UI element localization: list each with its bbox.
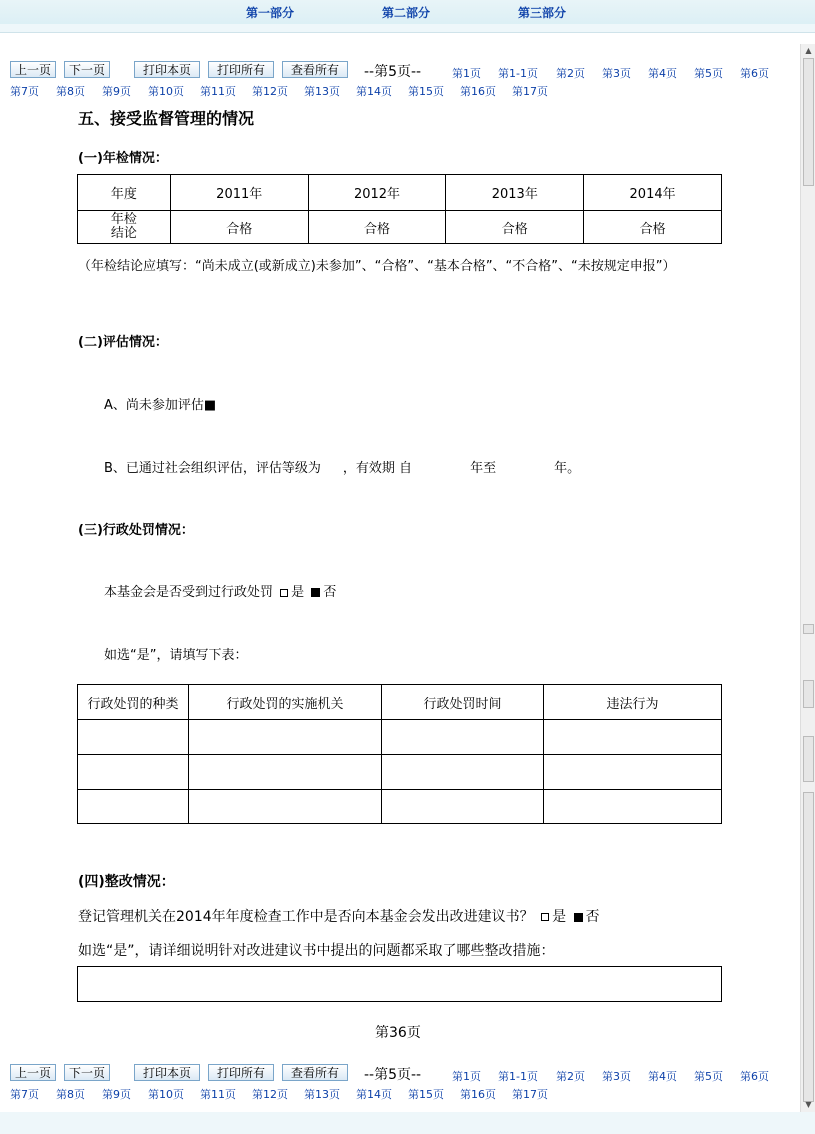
eval-b-text: ，有效期 自 [342, 461, 413, 476]
subsection-evaluation: (二)评估情况： [78, 335, 168, 350]
checkbox-filled-icon [574, 913, 583, 922]
page-link[interactable]: 第9页 [102, 85, 131, 98]
page-link[interactable]: 第2页 [556, 67, 585, 80]
page-link[interactable]: 第16页 [460, 1088, 496, 1101]
rectify-question [78, 906, 600, 926]
section-link-2[interactable]: 第二部分 [382, 6, 431, 20]
option-no: 否 [323, 585, 337, 600]
page-link[interactable]: 第14页 [356, 85, 392, 98]
bottom-band [0, 1112, 815, 1134]
penalty-if-yes: 如选“是”，请填写下表： [104, 648, 248, 663]
page-link[interactable]: 第7页 [10, 85, 39, 98]
page-link[interactable]: 第15页 [408, 85, 444, 98]
page-link[interactable]: 第15页 [408, 1088, 444, 1101]
page-link[interactable]: 第5页 [694, 67, 723, 80]
option-yes: 是 [291, 585, 305, 600]
page-link[interactable]: 第1-1页 [498, 1070, 538, 1083]
row-label-line: 结论 [110, 226, 137, 241]
page-link[interactable]: 第12页 [252, 1088, 288, 1101]
scroll-down-arrow-icon[interactable]: ▼ [805, 1100, 812, 1109]
annual-inspection-table [77, 174, 722, 244]
page-link[interactable]: 第1-1页 [498, 67, 538, 80]
page-link[interactable]: 第10页 [148, 1088, 184, 1101]
page-link[interactable]: 第6页 [740, 1070, 769, 1083]
page-number: 第36页 [375, 1025, 421, 1041]
table-header-cell: 2014年 [584, 175, 722, 211]
page-nav-top [0, 60, 800, 100]
section-link-3[interactable]: 第三部分 [518, 6, 567, 20]
page-link[interactable]: 第3页 [602, 67, 631, 80]
print-all-button[interactable]: 打印所有 [208, 1064, 274, 1081]
table-row [78, 720, 722, 755]
page-link[interactable]: 第2页 [556, 1070, 585, 1083]
page-link[interactable]: 第1页 [452, 1070, 481, 1083]
checkbox-empty-icon [280, 589, 288, 597]
page-link[interactable]: 第7页 [10, 1088, 39, 1101]
next-page-button[interactable]: 下一页 [64, 61, 110, 78]
print-page-button[interactable]: 打印本页 [134, 1064, 200, 1081]
evaluation-option-b [104, 457, 580, 476]
table-header-cell: 2011年 [170, 175, 308, 211]
page-link[interactable]: 第12页 [252, 85, 288, 98]
table-header-cell: 行政处罚时间 [382, 685, 544, 720]
table-header-cell: 违法行为 [544, 685, 722, 720]
page-link[interactable]: 第11页 [200, 85, 236, 98]
top-bar-strip [0, 24, 815, 32]
prev-page-button[interactable]: 上一页 [10, 61, 56, 78]
page-link[interactable]: 第10页 [148, 85, 184, 98]
page-link[interactable]: 第17页 [512, 85, 548, 98]
table-header-cell: 2013年 [446, 175, 584, 211]
vertical-scrollbar[interactable] [800, 44, 815, 1112]
top-section-bar [0, 0, 815, 33]
page-link[interactable]: 第9页 [102, 1088, 131, 1101]
subsection-penalty: (三)行政处罚情况： [78, 523, 194, 538]
table-cell: 合格 [170, 211, 308, 244]
penalty-question-text: 本基金会是否受到过行政处罚 [104, 585, 274, 600]
page-link[interactable]: 第17页 [512, 1088, 548, 1101]
scroll-marker [803, 736, 814, 782]
eval-b-text: B、已通过社会组织评估，评估等级为 [104, 461, 321, 476]
row-label-line: 年检 [110, 212, 137, 227]
prev-page-button[interactable]: 上一页 [10, 1064, 56, 1081]
eval-b-text: 年至 [470, 461, 497, 476]
scroll-marker [803, 792, 814, 1102]
page-link[interactable]: 第4页 [648, 1070, 677, 1083]
scroll-up-arrow-icon[interactable]: ▲ [805, 46, 812, 55]
view-all-button[interactable]: 查看所有 [282, 1064, 348, 1081]
checkbox-empty-icon [541, 913, 549, 921]
row-label-cell [78, 211, 171, 244]
table-cell: 合格 [308, 211, 446, 244]
inspection-note: （年检结论应填写：“尚未成立(或新成立)未参加”、“合格”、“基本合格”、“不合格”、“未按规定申报”） [78, 259, 676, 274]
page-link[interactable]: 第14页 [356, 1088, 392, 1101]
subsection-rectification: (四)整改情况： [78, 874, 175, 890]
table-header-cell: 行政处罚的实施机关 [189, 685, 382, 720]
rectify-answer-box [77, 966, 722, 1002]
rectify-if-yes: 如选“是”，请详细说明针对改进建议书中提出的问题都采取了哪些整改措施： [78, 943, 555, 959]
page-link[interactable]: 第13页 [304, 85, 340, 98]
view-all-button[interactable]: 查看所有 [282, 61, 348, 78]
page-link[interactable]: 第3页 [602, 1070, 631, 1083]
table-row [78, 790, 722, 824]
page-link[interactable]: 第4页 [648, 67, 677, 80]
next-page-button[interactable]: 下一页 [64, 1064, 110, 1081]
page-link[interactable]: 第16页 [460, 85, 496, 98]
scroll-marker [803, 624, 814, 634]
page-link[interactable]: 第11页 [200, 1088, 236, 1101]
table-row [78, 755, 722, 790]
page-link[interactable]: 第13页 [304, 1088, 340, 1101]
penalty-table [77, 684, 722, 824]
current-page-label: --第5页-- [364, 1067, 422, 1083]
table-cell: 合格 [584, 211, 722, 244]
section-title: 五、接受监督管理的情况 [78, 109, 255, 128]
page-nav-bottom [0, 1063, 800, 1103]
current-page-label: --第5页-- [364, 64, 422, 80]
page-link[interactable]: 第8页 [56, 85, 85, 98]
table-cell: 合格 [446, 211, 584, 244]
option-no: 否 [585, 909, 600, 925]
page-link[interactable]: 第6页 [740, 67, 769, 80]
section-link-1[interactable]: 第一部分 [246, 6, 295, 20]
penalty-question [104, 581, 336, 600]
scroll-thumb[interactable] [803, 58, 814, 186]
page-link[interactable]: 第5页 [694, 1070, 723, 1083]
evaluation-option-a: A、尚未参加评估■ [104, 398, 217, 413]
print-all-button[interactable]: 打印所有 [208, 61, 274, 78]
table-header-cell: 行政处罚的种类 [78, 685, 189, 720]
page-link[interactable]: 第8页 [56, 1088, 85, 1101]
print-page-button[interactable]: 打印本页 [134, 61, 200, 78]
scroll-marker [803, 680, 814, 708]
rectify-question-text: 登记管理机关在2014年年度检查工作中是否向本基金会发出改进建议书？ [78, 909, 534, 925]
checkbox-filled-icon [311, 588, 320, 597]
table-header-cell: 年度 [78, 175, 171, 211]
page-link[interactable]: 第1页 [452, 67, 481, 80]
table-header-cell: 2012年 [308, 175, 446, 211]
option-yes: 是 [552, 909, 567, 925]
eval-b-text: 年。 [554, 461, 581, 476]
subsection-annual-inspection: (一)年检情况： [78, 151, 168, 166]
